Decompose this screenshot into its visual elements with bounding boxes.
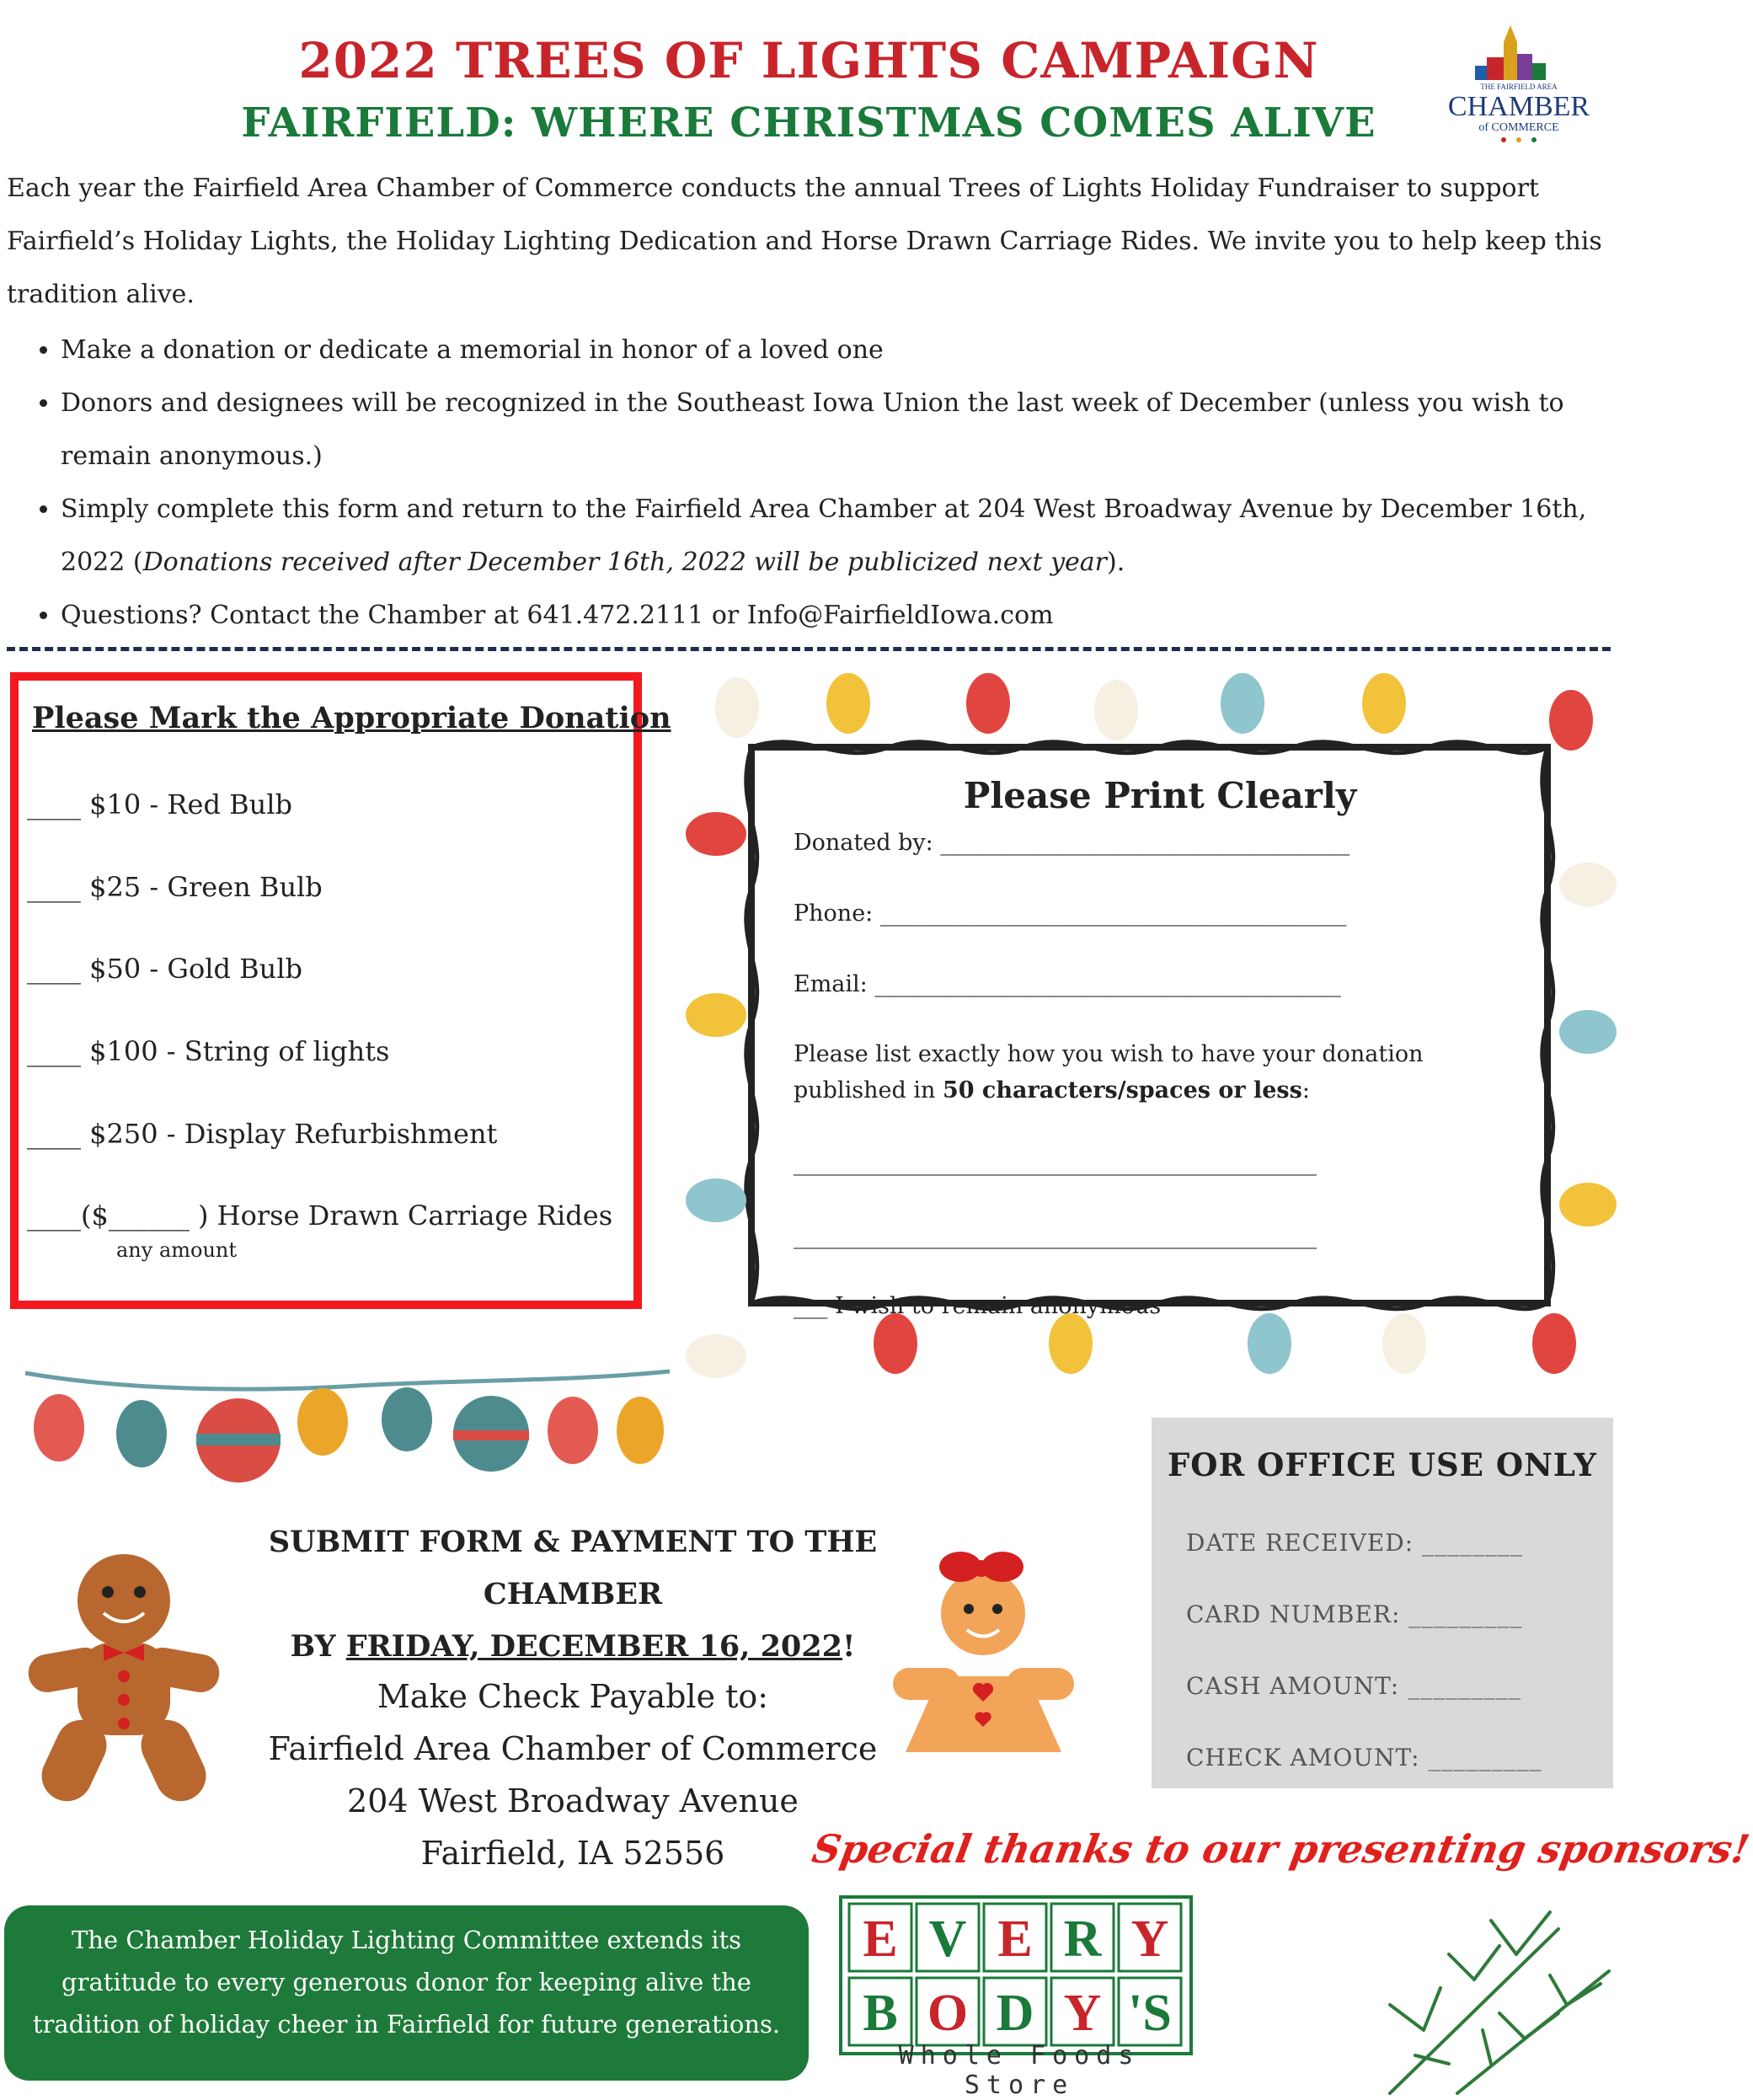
closing-message: The Chamber Holiday Lighting Committee extends its gratitude to every generous donor for keeping alive the tradition of holiday cheer in Fairfield for future generations.	[32, 1926, 781, 2039]
publish-text-line-2[interactable]: ______________________________________________	[794, 1223, 1317, 1249]
publish-text-line-1[interactable]: ______________________________________________	[794, 1150, 1317, 1176]
bullet-return-form: • Simply complete this form and return to the Fairfield Area Chamber at 204 West Broadway Avenue by December 16th, 2022 (Donations received after December 16th, 2022 will be publicized next year).	[61, 483, 1636, 589]
section-divider	[7, 647, 1611, 651]
page-title: 2022 TREES OF LIGHTS CAMPAIGN	[298, 32, 1319, 89]
card-number-field[interactable]: CARD NUMBER: _________	[1186, 1600, 1523, 1628]
svg-text:E: E	[997, 1910, 1033, 1968]
donation-option-string-of-lights[interactable]: ____ $100 - String of lights	[27, 1035, 390, 1067]
svg-text:O: O	[927, 1985, 969, 2042]
donation-option-gold-bulb[interactable]: ____ $50 - Gold Bulb	[27, 953, 302, 985]
pine-branch-icon	[1356, 1895, 1617, 2093]
publish-instructions: Please list exactly how you wish to have your donation	[794, 1041, 1424, 1067]
page-subtitle: FAIRFIELD: WHERE CHRISTMAS COMES ALIVE	[241, 99, 1376, 147]
svg-text:THE FAIRFIELD AREA: THE FAIRFIELD AREA	[1480, 83, 1558, 91]
svg-text:V: V	[928, 1910, 967, 1968]
donation-options-title: Please Mark the Appropriate Donation	[32, 701, 671, 735]
phone-field[interactable]: Phone: _________________________________________	[794, 900, 1347, 927]
bullet-contact: • Questions? Contact the Chamber at 641.472.2111 or Info@FairfieldIowa.com	[61, 589, 1636, 642]
date-received-field[interactable]: DATE RECEIVED: ________	[1186, 1529, 1524, 1557]
info-bullets	[25, 323, 1636, 642]
deadline-date: FRIDAY, DECEMBER 16, 2022	[345, 1629, 842, 1664]
svg-text:D: D	[996, 1985, 1034, 2042]
svg-text:CHAMBER: CHAMBER	[1447, 91, 1590, 122]
publish-instructions-2: published in 50 characters/spaces or less:	[794, 1077, 1310, 1103]
donation-option-display-refurbishment[interactable]: ____ $250 - Display Refurbishment	[27, 1118, 498, 1150]
submit-instructions: SUBMIT FORM & PAYMENT TO THE CHAMBER BY FRIDAY, DECEMBER 16, 2022!	[268, 1525, 878, 1664]
chamber-logo	[1428, 17, 1609, 143]
donation-option-carriage-rides[interactable]: ____($______ ) Horse Drawn Carriage Rides	[27, 1200, 613, 1232]
bullet-donation: • Make a donation or dedicate a memorial in honor of a loved one	[61, 323, 1636, 377]
intro-paragraph: Each year the Fairfield Area Chamber of Commerce conducts the annual Trees of Lights Holiday Fundraiser to support Fairfield’s Holiday Lights, the Holiday Lighting Dedication and Horse Drawn Carriage Rides. We invite you to help keep this tradition alive.	[7, 174, 1602, 309]
payable-address: Make Check Payable to: Fairfield Area Chamber of Commerce 204 West Broadway Avenue Fairfield, IA 52556	[268, 1678, 878, 1872]
donation-option-red-bulb[interactable]: ____ $10 - Red Bulb	[27, 788, 292, 820]
office-use-title: FOR OFFICE USE ONLY	[1168, 1446, 1597, 1483]
donation-option-green-bulb[interactable]: ____ $25 - Green Bulb	[27, 871, 323, 903]
ornament-garland	[21, 1356, 674, 1483]
sponsor-thanks: Special thanks to our presenting sponsors!	[809, 1826, 1753, 1872]
svg-text:B: B	[863, 1985, 898, 2042]
svg-text:of COMMERCE: of COMMERCE	[1478, 121, 1559, 134]
svg-text:R: R	[1063, 1910, 1102, 1968]
svg-text:Y: Y	[1130, 1910, 1169, 1968]
cash-amount-field[interactable]: CASH AMOUNT: _________	[1186, 1672, 1522, 1700]
print-form-title: Please Print Clearly	[963, 775, 1357, 816]
email-field[interactable]: Email: _________________________________________	[794, 971, 1341, 997]
everybodys-logo	[839, 1895, 1193, 2055]
check-amount-field[interactable]: CHECK AMOUNT: _________	[1186, 1744, 1542, 1771]
any-amount-note: any amount	[116, 1238, 238, 1262]
svg-text:'S: 'S	[1128, 1985, 1172, 2042]
store-tagline: Whole Foods Store	[898, 2041, 1141, 2100]
svg-text:E: E	[863, 1910, 898, 1968]
svg-text:Y: Y	[1063, 1985, 1102, 2042]
anonymous-checkbox[interactable]: ___ I wish to remain anonymous	[794, 1293, 1162, 1319]
bullet-recognition: • Donors and designees will be recognized in the Southeast Iowa Union the last week of December (unless you wish to remain anonymous.)	[61, 377, 1636, 483]
donated-by-field[interactable]: Donated by: ____________________________________	[794, 830, 1350, 856]
